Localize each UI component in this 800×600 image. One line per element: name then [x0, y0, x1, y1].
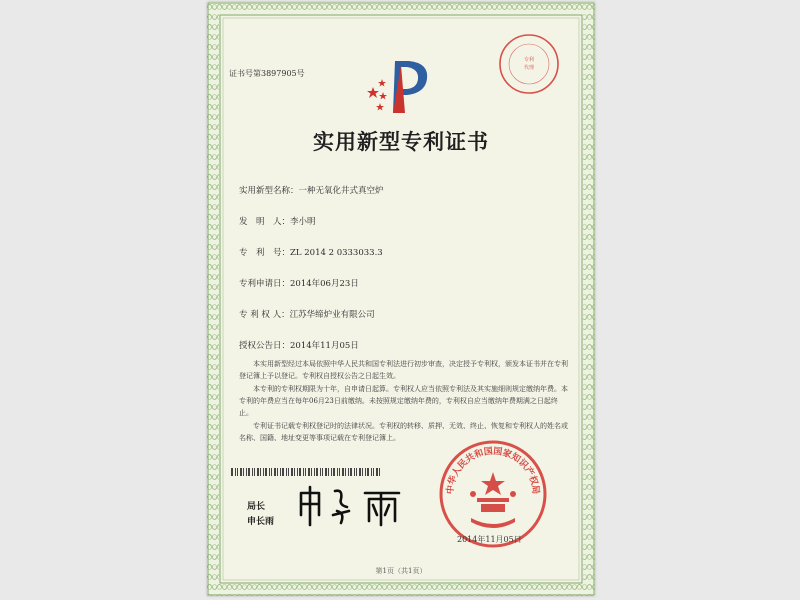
field-value: 2014年06月23日	[290, 279, 359, 289]
field-inventor	[239, 215, 316, 227]
agency-seal-stamp	[497, 32, 561, 96]
field-label: 专 利 号：	[239, 248, 291, 258]
svg-text:中华人民共和国国家知识产权局: 中华人民共和国国家知识产权局	[445, 446, 541, 495]
field-label: 实用新型名称：	[239, 186, 299, 196]
director-name: 申长雨	[247, 517, 275, 527]
field-grant-date	[239, 339, 359, 351]
svg-text:代理: 代理	[523, 65, 535, 71]
field-label: 专利申请日：	[239, 279, 291, 289]
handwritten-signature	[295, 485, 415, 527]
field-value: 2014年11月05日	[290, 341, 359, 351]
patent-certificate	[207, 2, 595, 596]
field-patentee	[239, 308, 375, 320]
director-title: 局长	[247, 502, 266, 512]
body-paragraph: 本实用新型经过本局依照中华人民共和国专利法进行初步审查，决定授予专利权，颁发本证书并在专利登记簿上予以登记。专利权自授权公告之日起生效。	[239, 360, 568, 380]
field-value: ZL 2014 2 0333033.3	[290, 248, 383, 258]
field-label: 发 明 人：	[239, 217, 291, 227]
page-number: 第1页（共1页）	[375, 567, 427, 575]
field-application-date	[239, 277, 359, 289]
field-value: 一种无氧化井式真空炉	[298, 186, 384, 196]
field-label: 授权公告日：	[239, 341, 291, 351]
field-utility-model-name	[239, 184, 384, 196]
sipo-logo-icon	[365, 57, 437, 117]
body-paragraph: 本专利的专利权期限为十年，自申请日起算。专利权人应当依照专利法及其实施细则规定缴纳年费。本专利的年费应当在每年06月23日前缴纳。未按照规定缴纳年费的，专利权自应当缴纳年费期满之日起终止。	[239, 385, 568, 417]
field-value: 江苏华缔炉业有限公司	[289, 310, 375, 320]
svg-text:专利: 专利	[523, 57, 535, 63]
certificate-number: 证书号第3897905号	[229, 69, 305, 78]
page-title: 实用新型专利证书	[313, 129, 489, 154]
field-patent-number	[239, 246, 383, 258]
barcode	[231, 468, 381, 476]
body-paragraph: 专利证书记载专利权登记时的法律状况。专利权的转移、质押、无效、终止、恢复和专利权人的姓名或名称、国籍、地址变更等事项记载在专利登记簿上。	[239, 422, 568, 442]
field-value: 李小明	[290, 217, 316, 227]
field-label: 专 利 权 人：	[239, 310, 290, 320]
issue-date: 2014年11月05日	[457, 535, 522, 544]
